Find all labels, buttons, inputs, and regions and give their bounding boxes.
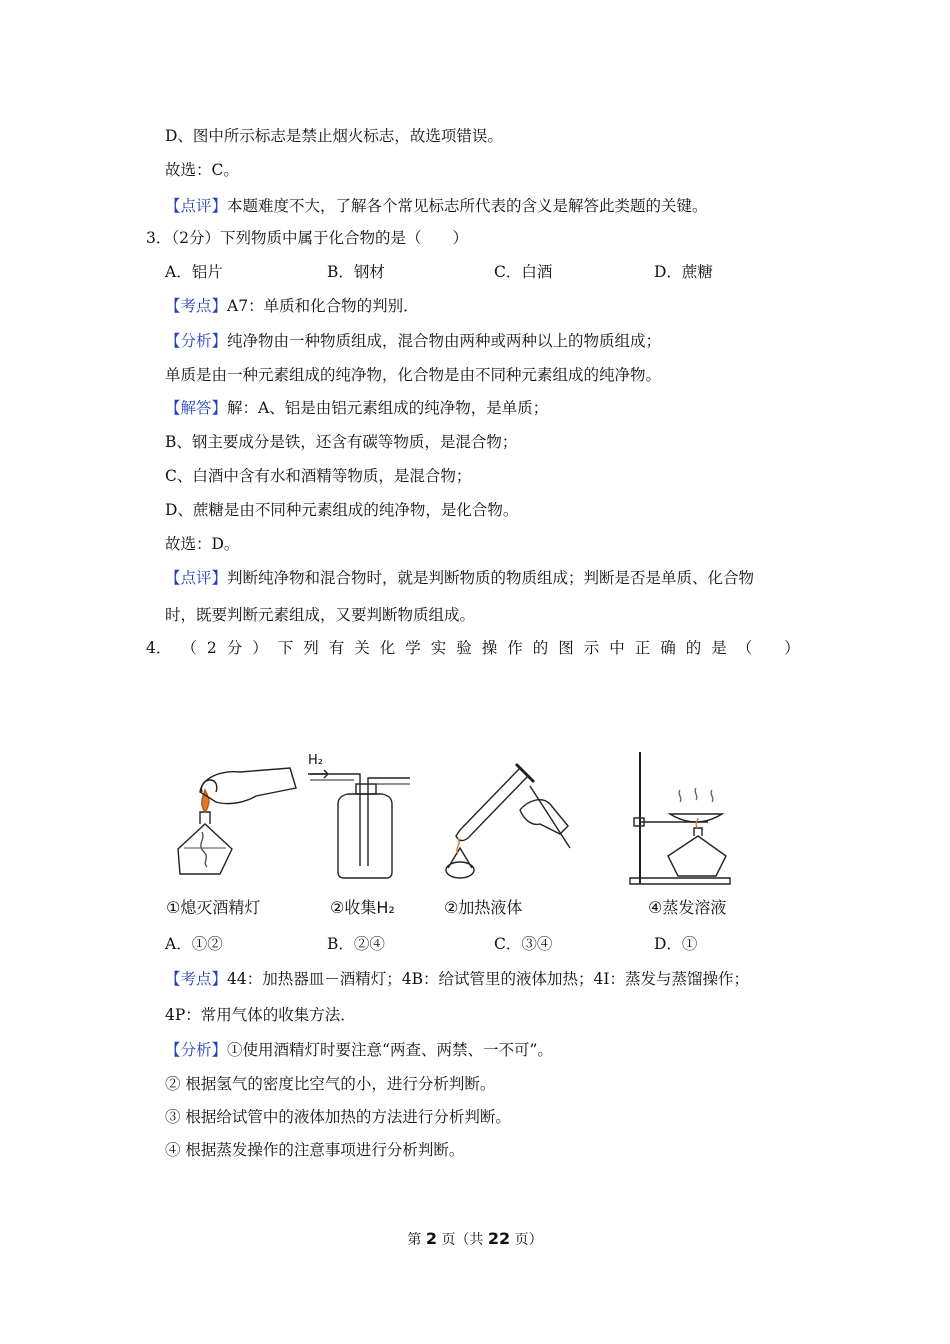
q4-stem-char: 4． <box>146 639 172 657</box>
fenxi-tag: 【分析】 <box>165 332 228 350</box>
review-tag: 【点评】 <box>165 569 228 587</box>
q4-stem-char: 实 <box>430 639 447 657</box>
footer-prefix: 第 <box>407 1232 422 1248</box>
q2-review <box>165 196 708 216</box>
kaodian-text: A7：单质和化合物的判别． <box>227 297 419 315</box>
lab-operations-figure <box>160 744 780 924</box>
q3-jieda-4: D、蔗糖是由不同种元素组成的纯净物，是化合物。 <box>165 501 519 519</box>
review-text: 本题难度不大，了解各个常见标志所代表的含义是解答此类题的关键。 <box>227 197 708 215</box>
q4-stem-char: （ <box>181 639 197 657</box>
caption-heat-liquid: ②加热液体 <box>444 898 523 917</box>
q4-fenxi-4: ④ 根据蒸发操作的注意事项进行分析判断。 <box>165 1141 465 1159</box>
q4-stem-char: （ <box>736 639 753 657</box>
q3-kaodian <box>165 296 419 316</box>
review-tag: 【点评】 <box>165 197 228 215</box>
footer-suffix: 页） <box>514 1232 543 1248</box>
total-pages-number: 22 <box>487 1229 511 1248</box>
q4-option-a: A．①② <box>165 935 223 953</box>
q4-stem-char: 作 <box>507 639 523 657</box>
jieda-text: 解：A、铝是由铝元素组成的纯净物，是单质； <box>227 399 549 417</box>
q3-jieda-2: B、钢主要成分是铁，还含有碳等物质，是混合物； <box>165 433 518 451</box>
q4-fenxi-1 <box>165 1040 553 1060</box>
current-page-number: 2 <box>425 1229 437 1248</box>
q3-jieda-1 <box>165 398 548 418</box>
kaodian-text: 44：加热器皿－酒精灯；4B：给试管里的液体加热；4I：蒸发与蒸馏操作； <box>227 970 749 988</box>
evaporating-dish-icon <box>670 788 722 822</box>
q4-stem-char: 图 <box>558 639 574 657</box>
test-tube-heating-icon <box>446 764 534 878</box>
jieda-tag: 【解答】 <box>165 399 228 417</box>
q4-stem-char: 关 <box>354 639 370 657</box>
q4-stem-char: 示 <box>583 639 600 657</box>
kaodian-tag: 【考点】 <box>165 970 228 988</box>
q4-stem-char: 2 <box>206 639 217 657</box>
q4-fenxi-3: ③ 根据给试管中的液体加热的方法进行分析判断。 <box>165 1108 511 1126</box>
q4-option-b: B．②④ <box>327 935 385 953</box>
q4-stem-char: 分 <box>226 639 243 657</box>
caption-collect-h2: ②收集H₂ <box>330 898 395 917</box>
gas-flow-arrow-icon <box>308 770 328 778</box>
q4-stem-char: ） <box>252 639 268 657</box>
gas-label: H₂ <box>308 753 323 768</box>
q4-stem-char: 确 <box>660 639 676 657</box>
fenxi-tag: 【分析】 <box>165 1041 228 1059</box>
q3-answer: 故选：D。 <box>165 535 240 553</box>
q3-option-c: C．白酒 <box>494 263 553 281</box>
q3-jieda-3: C、白酒中含有水和酒精等物质，是混合物； <box>165 467 472 485</box>
footer-middle: 页（共 <box>441 1232 484 1248</box>
q4-stem-char: 操 <box>481 639 498 657</box>
q3-fenxi-2: 单质是由一种元素组成的纯净物，化合物是由不同种元素组成的纯净物。 <box>165 366 662 384</box>
q3-fenxi-1 <box>165 331 661 351</box>
q4-stem-char: 的 <box>685 639 702 657</box>
page-footer <box>0 1229 950 1250</box>
q4-stem-char: 是 <box>711 639 727 657</box>
lab-operations-drawing <box>160 744 780 894</box>
q4-stem-char: ） <box>784 639 800 657</box>
q3-option-b: B．钢材 <box>327 263 385 281</box>
q4-option-d: D．① <box>654 935 698 953</box>
q4-stem-char: 下 <box>277 639 294 657</box>
fenxi-text: 纯净物由一种物质组成，混合物由两种或两种以上的物质组成； <box>227 332 662 350</box>
alcohol-lamp-icon <box>178 812 232 874</box>
q3-option-d: D．蔗糖 <box>654 263 713 281</box>
q4-fenxi-2: ② 根据氢气的密度比空气的小，进行分析判断。 <box>165 1075 496 1093</box>
q4-stem-char: 的 <box>532 639 549 657</box>
q4-kaodian-1 <box>165 969 749 989</box>
q4-option-c: C．③④ <box>494 935 553 953</box>
q3-review-2: 时，既要判断元素组成，又要判断物质组成。 <box>165 606 476 624</box>
caption-evaporate-solution: ④蒸发溶液 <box>648 898 727 917</box>
hand-with-cap-icon <box>200 768 296 804</box>
hand-holding-tongs-icon <box>520 786 570 848</box>
fenxi-text: ①使用酒精灯时要注意“两查、两禁、一不可”。 <box>227 1041 553 1059</box>
q3-stem: 3．（2分）下列物质中属于化合物的是（ ） <box>146 229 468 247</box>
kaodian-tag: 【考点】 <box>165 297 228 315</box>
q4-stem-char: 正 <box>634 639 651 657</box>
q4-stem-char: 中 <box>609 639 625 657</box>
evaporation-lamp-icon <box>668 818 726 876</box>
caption-extinguish-lamp: ①熄灭酒精灯 <box>166 898 261 917</box>
q4-kaodian-2: 4P：常用气体的收集方法． <box>165 1006 356 1024</box>
q4-stem-char: 学 <box>405 639 421 657</box>
review-text: 判断纯净物和混合物时，就是判断物质的物质组成；判断是否是单质、化合物 <box>227 569 755 587</box>
q4-stem <box>146 638 800 658</box>
q3-option-a: A．铝片 <box>165 263 223 281</box>
q2-answer: 故选：C。 <box>165 161 239 179</box>
q3-review-1 <box>165 568 754 588</box>
q4-stem-char: 化 <box>379 639 396 657</box>
q4-stem-char: 列 <box>303 639 319 657</box>
q4-stem-char: 验 <box>456 639 472 657</box>
q4-stem-char: 有 <box>328 639 345 657</box>
q2-option-d-explanation: D、图中所示标志是禁止烟火标志，故选项错误。 <box>165 127 503 145</box>
gas-collecting-bottle-icon <box>310 774 410 878</box>
